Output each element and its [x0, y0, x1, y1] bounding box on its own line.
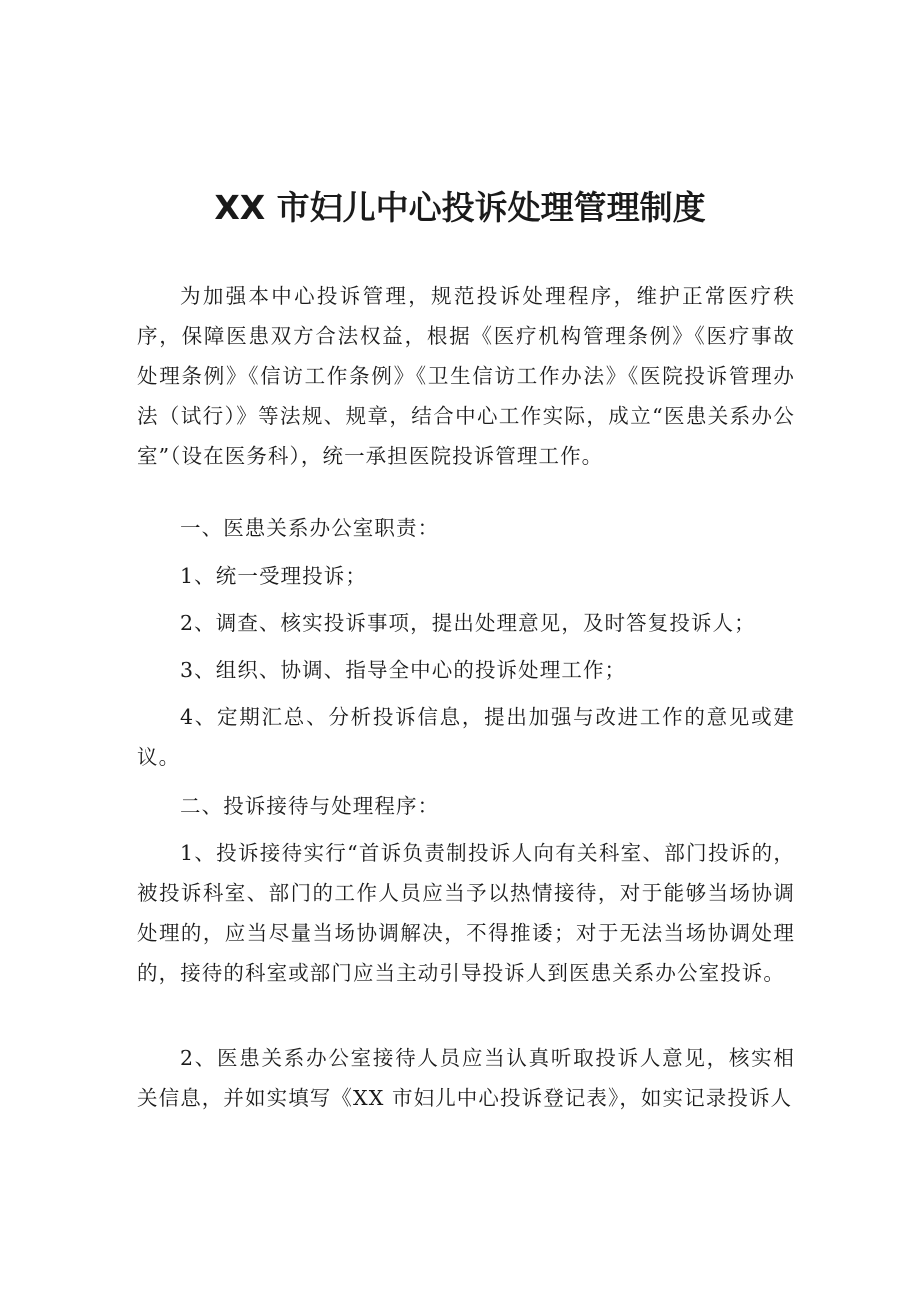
section1-item-3: 3、组织、协调、指导全中心的投诉处理工作； [180, 658, 627, 682]
intro-paragraph: 为加强本中心投诉管理，规范投诉处理程序，维护正常医疗秩序，保障医患双方合法权益，根据《医疗机构管理条例》《医疗事故处理条例》《信访工作条例》《卫生信访工作办法》《医院投诉管理办法（试行）》等法规、规章，结合中心工作实际，成立“医患关系办公室”（设在医务科），统一承担医院投诉管理工作。 [137, 284, 795, 468]
section1-item-2: 2、调查、核实投诉事项，提出处理意见，及时答复投诉人； [180, 611, 756, 635]
section1-item-1: 1、统一受理投诉； [180, 564, 367, 588]
section1-item-4: 4、定期汇总、分析投诉信息，提出加强与改进工作的意见或建议。 [137, 705, 795, 769]
section1-heading: 一、医患关系办公室职责： [180, 516, 440, 540]
document-title: XX 市妇儿中心投诉处理管理制度 [214, 188, 706, 227]
section2-heading: 二、投诉接待与处理程序： [180, 794, 440, 818]
section2-item-2: 2、医患关系办公室接待人员应当认真听取投诉人意见，核实相关信息，并如实填写《XX 市妇儿中心投诉登记表》，如实记录投诉人 [137, 1046, 795, 1110]
section2-item-1: 1、投诉接待实行“首诉负责制投诉人向有关科室、部门投诉的，被投诉科室、部门的工作人员应当予以热情接待，对于能够当场协调处理的，应当尽量当场协调解决，不得推诿；对于无法当场协调处理的，接待的科室或部门应当主动引导投诉人到医患关系办公室投诉。 [137, 841, 795, 985]
